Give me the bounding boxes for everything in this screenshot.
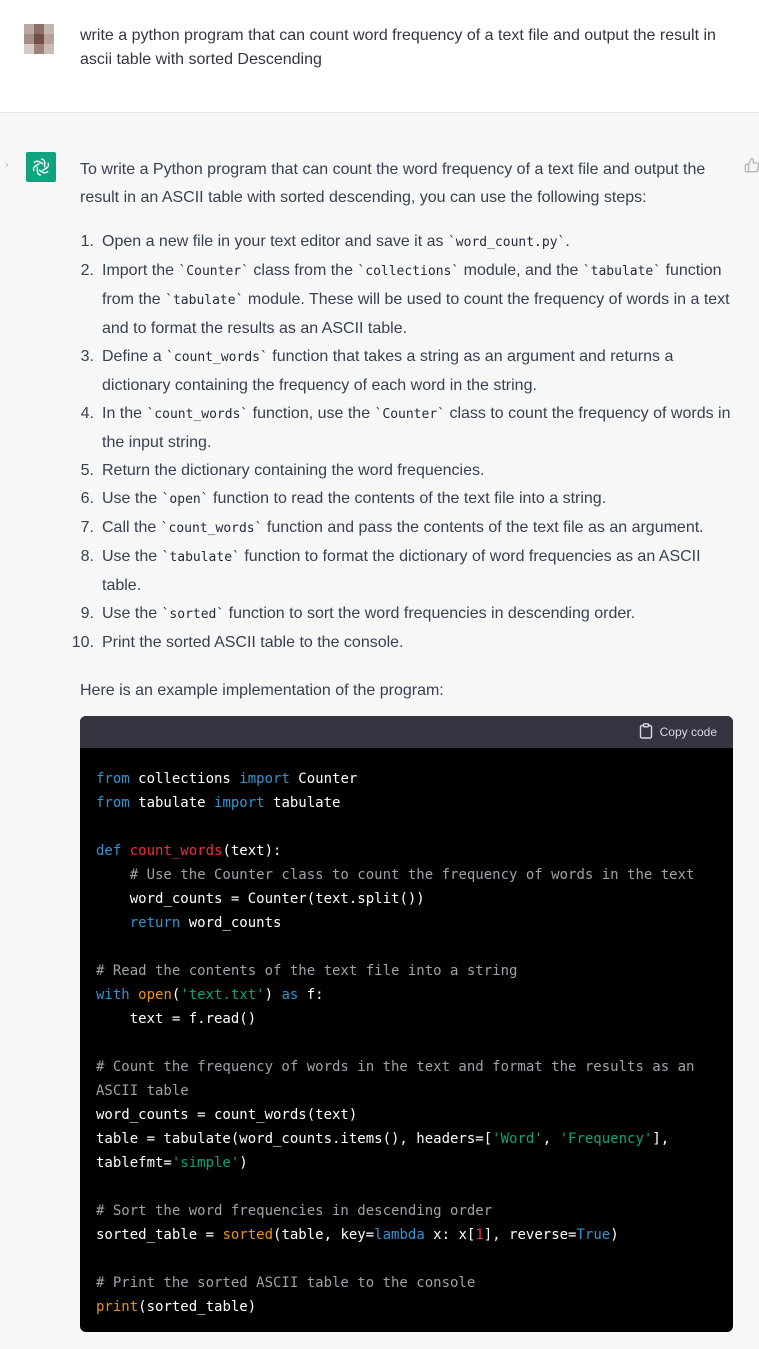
inline-code: `word_count.py` [447, 235, 566, 250]
code-token: # Sort the word frequencies in descending order [96, 1203, 493, 1219]
code-token: from [96, 771, 130, 787]
code-line [96, 1295, 717, 1319]
code-token: collections [129, 771, 240, 787]
code-line [96, 935, 717, 959]
code-token: lambda [374, 1227, 425, 1243]
step-item [71, 629, 735, 657]
code-token: 'text.txt' [180, 987, 265, 1003]
code-token: sorted [222, 1227, 274, 1243]
step-number: 4. [80, 405, 94, 422]
step-text: Use the [102, 490, 162, 507]
step-number: 9. [80, 605, 94, 622]
code-token: def [96, 843, 122, 859]
step-text: Return the dictionary containing the word frequencies. [102, 462, 485, 479]
step-number: 7. [80, 519, 94, 536]
inline-code: `count_words` [146, 407, 249, 422]
code-token: table = tabulate(word_counts.items(), headers=[ [96, 1131, 493, 1147]
code-token: 'simple' [171, 1155, 240, 1171]
step-text: . [565, 233, 570, 250]
example-intro: Here is an example implementation of the program: [80, 682, 444, 699]
inline-code: `Counter` [178, 264, 249, 279]
code-line [96, 1175, 717, 1199]
code-line [96, 1031, 717, 1055]
code-token: count_words [129, 843, 223, 859]
inline-code: `tabulate` [161, 550, 240, 565]
step-text: function to format the dictionary of word frequencies as an ASCII table. [102, 548, 701, 594]
step-number: 10. [71, 634, 94, 651]
code-line [96, 1055, 717, 1103]
step-text: Use the [102, 605, 162, 622]
code-token: ], tablefmt= [96, 1131, 678, 1171]
code-token: x: x[ [424, 1227, 476, 1243]
code-line [96, 767, 717, 791]
inline-code: `Counter` [374, 407, 445, 422]
step-item [80, 514, 735, 543]
code-token: ( [171, 987, 181, 1003]
step-number: 5. [80, 462, 94, 479]
step-text: class to count the frequency of words in the input string. [102, 405, 731, 451]
code-token: Counter [289, 771, 358, 787]
step-number: 3. [80, 348, 94, 365]
code-line [96, 1247, 717, 1271]
code-line [96, 1007, 717, 1031]
code-token: f: [298, 987, 324, 1003]
openai-logo-icon [26, 152, 56, 182]
code-line [96, 863, 717, 887]
code-line [96, 959, 717, 983]
step-number: 1. [80, 233, 94, 250]
user-message-row [0, 0, 759, 113]
code-line [96, 1271, 717, 1295]
clipboard-icon [639, 723, 653, 742]
code-token: print [96, 1299, 139, 1315]
user-message-text: write a python program that can count word frequency of a text file and output the result in ascii table with sorted Descending [80, 27, 716, 68]
code-token: sorted_table = [96, 1227, 223, 1243]
code-token: as [281, 987, 299, 1003]
answer-intro: To write a Python program that can count the word frequency of a text file and output the result in an ASCII table with sorted descending, you can use the following steps: [80, 161, 706, 206]
code-token: (sorted_table) [138, 1299, 257, 1315]
code-token: ) [239, 1155, 248, 1171]
step-text: Import the [102, 262, 179, 279]
code-content[interactable] [80, 748, 733, 1332]
code-token: text = f.read() [96, 1011, 257, 1027]
code-token: word_counts = count_words(text) [96, 1107, 358, 1123]
inline-code: `open` [161, 492, 209, 507]
step-number: 6. [80, 490, 94, 507]
step-text: function to sort the word frequencies in descending order. [224, 605, 636, 622]
copy-code-button[interactable] [639, 723, 717, 742]
user-avatar [24, 24, 54, 54]
code-token: with [96, 987, 130, 1003]
inline-code: `tabulate` [582, 264, 662, 279]
code-token: import [214, 795, 265, 811]
code-block-header [80, 716, 733, 748]
code-token: ) [610, 1227, 619, 1243]
copy-code-label: Copy code [659, 725, 717, 739]
step-text: Open a new file in your text editor and save it as [102, 233, 448, 250]
code-line [96, 1127, 717, 1175]
code-token: # Print the sorted ASCII table to the console [96, 1275, 476, 1291]
code-token: tabulate [129, 795, 215, 811]
step-item [80, 457, 735, 485]
code-line [96, 983, 717, 1007]
step-text: Print the sorted ASCII table to the console. [102, 634, 404, 651]
step-text: Call the [102, 519, 161, 536]
step-text: module. These will be used to count the frequency of words in a text and to format the results as an ASCII table. [102, 291, 730, 337]
inline-code: `count_words` [166, 350, 268, 365]
code-line [96, 1199, 717, 1223]
step-text: Define a [102, 348, 167, 365]
inline-code: `sorted` [161, 607, 225, 622]
step-text: function that takes a string as an argument and returns a dictionary containing the frequency of each word in the string. [102, 348, 674, 394]
step-item [80, 257, 735, 343]
code-token: 'Word' [492, 1131, 543, 1147]
step-item [80, 543, 735, 600]
code-line [96, 815, 717, 839]
chevron-right-icon[interactable]: › [5, 159, 9, 171]
step-item [80, 485, 735, 514]
inline-code: `count_words` [160, 521, 263, 536]
assistant-answer [71, 156, 735, 705]
code-token: True [576, 1227, 611, 1243]
code-token: 1 [475, 1227, 484, 1243]
step-text: Use the [102, 548, 162, 565]
code-token: return [129, 915, 181, 931]
code-line [96, 887, 717, 911]
step-text: class from the [248, 262, 358, 279]
code-token [130, 987, 138, 1003]
thumbs-up-icon[interactable] [744, 157, 759, 173]
code-line [96, 1223, 717, 1247]
code-token: ) [264, 987, 282, 1003]
code-token: import [239, 771, 290, 787]
code-token: # Read the contents of the text file into a string [96, 963, 518, 979]
code-token: , [542, 1131, 560, 1147]
code-token: (text): [222, 843, 282, 859]
code-token: # Use the Counter class to count the frequency of words in the text [129, 867, 695, 883]
code-block [80, 716, 733, 1332]
step-text: function to read the contents of the text file into a string. [208, 490, 607, 507]
step-item [80, 343, 735, 400]
code-line [96, 839, 717, 863]
step-text: function, use the [248, 405, 375, 422]
step-item [80, 400, 735, 457]
code-token [96, 915, 130, 931]
inline-code: `collections` [357, 264, 460, 279]
step-text: In the [102, 405, 147, 422]
code-token: (table, key= [273, 1227, 375, 1243]
inline-code: `tabulate` [165, 293, 244, 308]
step-number: 8. [80, 548, 94, 565]
code-line [96, 911, 717, 935]
step-text: module, and the [459, 262, 583, 279]
code-token [121, 843, 129, 859]
code-token: word_counts = Counter(text.split()) [96, 891, 425, 907]
code-token: word_counts [180, 915, 282, 931]
step-item [80, 600, 735, 629]
code-token: # Count the frequency of words in the text and format the results as an ASCII table [96, 1059, 703, 1099]
code-token: 'Frequency' [559, 1131, 653, 1147]
code-line [96, 1103, 717, 1127]
code-token: open [138, 987, 172, 1003]
step-text: function from the [102, 262, 722, 308]
code-line [96, 791, 717, 815]
step-text: function and pass the contents of the text file as an argument. [262, 519, 704, 536]
step-number: 2. [80, 262, 94, 279]
step-item [80, 228, 735, 257]
code-token: tabulate [264, 795, 341, 811]
assistant-message-row [0, 113, 759, 1349]
code-token [96, 867, 130, 883]
code-token: ], reverse= [483, 1227, 577, 1243]
code-token: from [96, 795, 130, 811]
steps-list [71, 228, 735, 657]
